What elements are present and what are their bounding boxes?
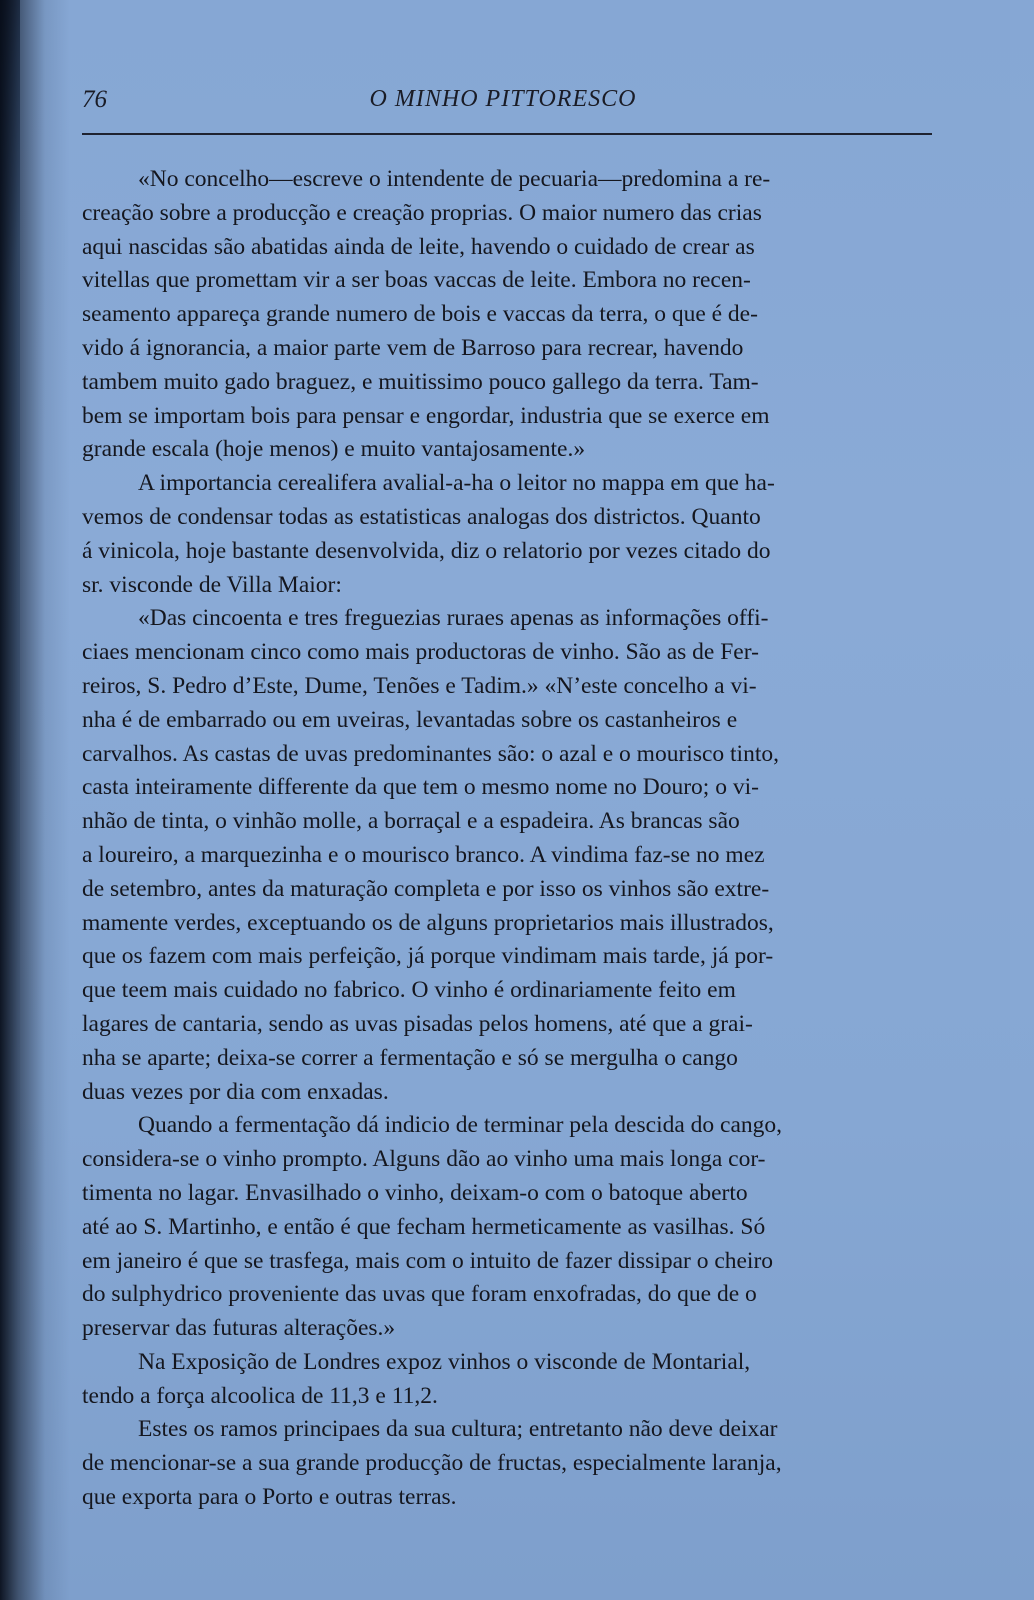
text-line: «No concelho—escreve o intendente de pecuaria—predomina a re- bbox=[138, 166, 771, 192]
text-line: considera-se o vinho prompto. Alguns dão ao vinho uma mais longa cor- bbox=[82, 1146, 766, 1173]
text-line: nha se aparte; deixa-se correr a fermentação e só se mergulha o cango bbox=[82, 1044, 738, 1071]
text-line: seamento appareça grande numero de bois e vaccas da terra, o que é de- bbox=[82, 301, 758, 328]
text-line: sr. visconde de Villa Maior: bbox=[82, 571, 342, 598]
text-line: lagares de cantaria, sendo as uvas pisadas pelos homens, até que a grai- bbox=[82, 1010, 753, 1037]
text-line: tendo a força alcoolica de 11,3 e 11,2. bbox=[82, 1382, 438, 1409]
text-line: vido á ignorancia, a maior parte vem de Barroso para recrear, havendo bbox=[82, 334, 744, 361]
text-line: preservar das futuras alterações.» bbox=[82, 1315, 396, 1342]
page-number: 76 bbox=[82, 86, 107, 113]
text-line: ciaes mencionam cinco como mais productoras de vinho. São as de Fer- bbox=[82, 639, 759, 666]
text-line: grande escala (hoje menos) e muito vantajosamente.» bbox=[82, 436, 586, 463]
text-line: que teem mais cuidado no fabrico. O vinho é ordinariamente feito em bbox=[82, 977, 736, 1004]
text-line: que os fazem com mais perfeição, já porque vindimam mais tarde, já por- bbox=[82, 943, 774, 970]
text-line: mamente verdes, exceptuando os de alguns proprietarios mais illustrados, bbox=[82, 909, 774, 936]
text-line: de mencionar-se a sua grande producção de fructas, especialmente laranja, bbox=[82, 1450, 782, 1477]
text-line: do sulphydrico proveniente das uvas que foram enxofradas, do que de o bbox=[82, 1281, 757, 1308]
header-rule bbox=[82, 133, 932, 135]
page-header bbox=[78, 82, 928, 122]
text-line: nha é de embarrado ou em uveiras, levantadas sobre os castanheiros e bbox=[82, 706, 738, 733]
text-line: creação sobre a producção e creação proprias. O maior numero das crias bbox=[82, 199, 762, 226]
text-line: timenta no lagar. Envasilhado o vinho, deixam-o com o batoque aberto bbox=[82, 1179, 748, 1206]
running-title: O MINHO PITTORESCO bbox=[369, 86, 637, 112]
text-line: aqui nascidas são abatidas ainda de leite, havendo o cuidado de crear as bbox=[82, 233, 755, 260]
text-line: carvalhos. As castas de uvas predominantes são: o azal e o mourisco tinto, bbox=[82, 740, 779, 767]
text-line: de setembro, antes da maturação completa e por isso os vinhos são extre- bbox=[82, 875, 770, 902]
text-line: á vinicola, hoje bastante desenvolvida, diz o relatorio por vezes citado do bbox=[82, 537, 771, 564]
text-line: Na Exposição de Londres expoz vinhos o visconde de Montarial, bbox=[138, 1348, 751, 1375]
text-line: que exporta para o Porto e outras terras. bbox=[82, 1484, 457, 1511]
text-line: vemos de condensar todas as estatisticas analogas dos districtos. Quanto bbox=[82, 503, 761, 530]
text-line: A importancia cerealifera avalial-a-ha o leitor no mappa em que ha- bbox=[138, 470, 775, 497]
text-line: Quando a fermentação dá indicio de terminar pela descida do cango, bbox=[138, 1112, 783, 1139]
text-line: em janeiro é que se trasfega, mais com o intuito de fazer dissipar o cheiro bbox=[82, 1247, 774, 1274]
text-line: até ao S. Martinho, e então é que fecham hermeticamente as vasilhas. Só bbox=[82, 1213, 766, 1240]
text-line: casta inteiramente differente da que tem o mesmo nome no Douro; o vi- bbox=[82, 774, 759, 801]
text-line: nhão de tinta, o vinhão molle, a borraçal e a espadeira. As brancas são bbox=[82, 808, 740, 835]
text-line: tambem muito gado braguez, e muitissimo pouco gallego da terra. Tam- bbox=[82, 368, 759, 395]
text-line: bem se importam bois para pensar e engordar, industria que se exerce em bbox=[82, 402, 770, 429]
text-line: «Das cincoenta e tres freguezias ruraes apenas as informações offi- bbox=[138, 605, 769, 632]
text-line: a loureiro, a marquezinha e o mourisco branco. A vindima faz-se no mez bbox=[82, 841, 765, 868]
text-line: reiros, S. Pedro d’Este, Dume, Tenões e Tadim.» «N’este concelho a vi- bbox=[82, 672, 757, 699]
text-line: vitellas que promettam vir a ser boas vaccas de leite. Embora no recen- bbox=[82, 267, 751, 294]
book-page bbox=[20, 0, 1034, 1600]
body-text bbox=[82, 163, 952, 1515]
text-line: duas vezes por dia com enxadas. bbox=[82, 1078, 389, 1105]
text-line: Estes os ramos principaes da sua cultura; entretanto não deve deixar bbox=[138, 1416, 778, 1443]
